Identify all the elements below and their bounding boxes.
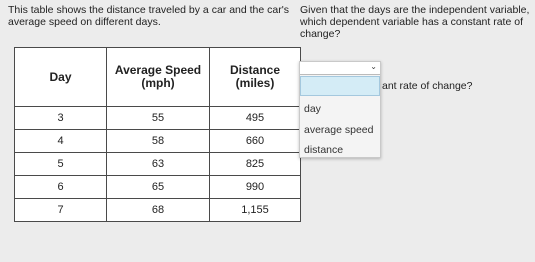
table-row (15, 153, 301, 176)
table-row (15, 130, 301, 153)
header-day: Day (15, 48, 107, 107)
cell-average-speed: 63 (107, 153, 210, 176)
answer-dropdown[interactable] (299, 61, 381, 158)
cell-day: 5 (15, 153, 107, 176)
data-table (14, 47, 301, 222)
cell-average-speed: 55 (107, 107, 210, 130)
cell-distance: 495 (210, 107, 301, 130)
cell-day: 6 (15, 176, 107, 199)
option-day[interactable]: day (304, 103, 321, 115)
cell-average-speed: 58 (107, 130, 210, 153)
table-row (15, 199, 301, 222)
header-average-speed: Average Speed (mph) (107, 48, 210, 107)
option-average-speed[interactable]: average speed (304, 124, 374, 136)
table-row (15, 107, 301, 130)
cell-distance: 660 (210, 130, 301, 153)
cell-distance: 1,155 (210, 199, 301, 222)
cell-day: 3 (15, 107, 107, 130)
intro-text: This table shows the distance traveled by a car and the car's average speed on different days. (8, 4, 289, 28)
cell-distance: 825 (210, 153, 301, 176)
option-distance[interactable]: distance (304, 144, 344, 156)
cell-day: 7 (15, 199, 107, 222)
chevron-down-icon[interactable]: ⌄ (370, 62, 377, 71)
cell-day: 4 (15, 130, 107, 153)
dropdown-highlight (300, 76, 380, 96)
header-distance: Distance (miles) (210, 48, 301, 107)
cell-average-speed: 68 (107, 199, 210, 222)
cell-distance: 990 (210, 176, 301, 199)
question-text: Given that the days are the independent variable, which dependent variable has a constant rate of change? (300, 4, 530, 40)
table-row (15, 176, 301, 199)
table-header-row (15, 48, 301, 107)
dropdown-selected-value[interactable] (300, 62, 380, 75)
cell-average-speed: 65 (107, 176, 210, 199)
question-fragment: ant rate of change? (382, 80, 473, 92)
